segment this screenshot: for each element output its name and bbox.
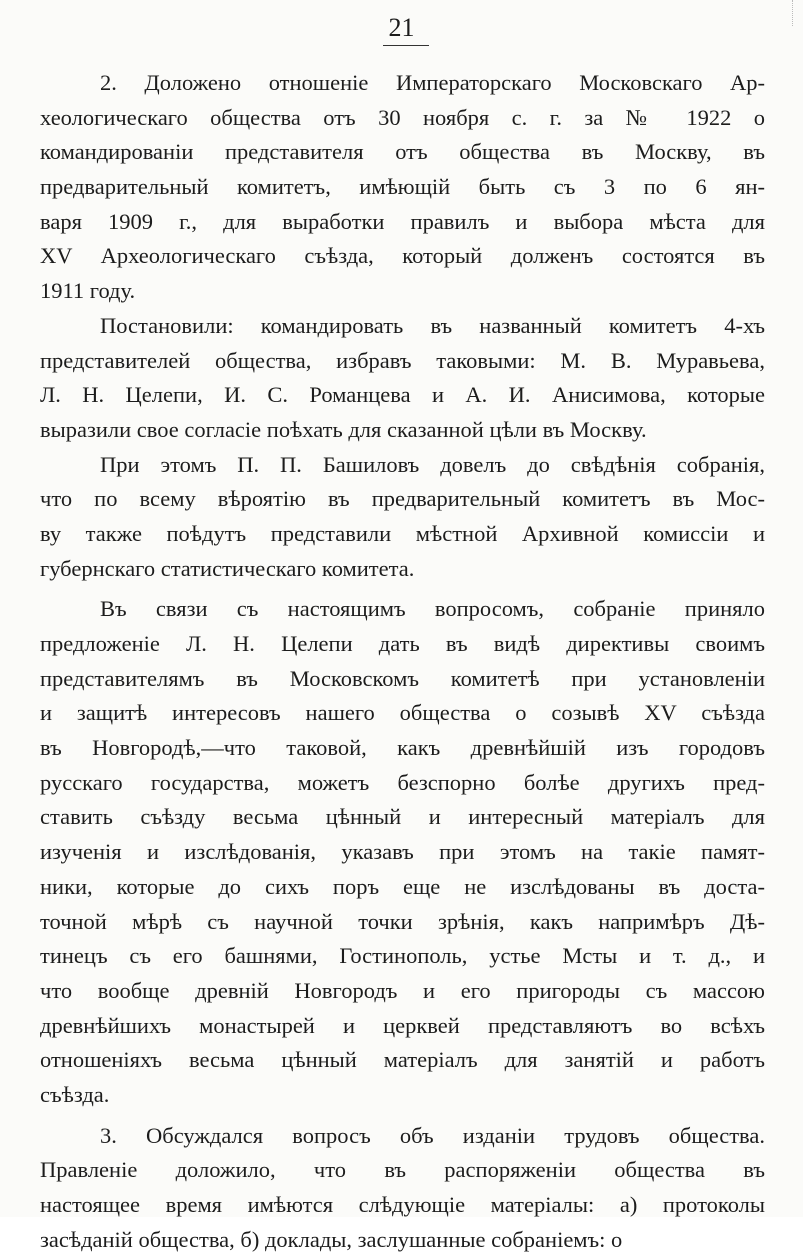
text-line: точной мѣрѣ съ научной точки зрѣнія, какъ напримѣръ Дѣ- — [40, 908, 765, 934]
text-line: 1911 году. — [40, 278, 136, 304]
text-line: ву также поѣдутъ представили мѣстной Архивной комиссіи и — [40, 520, 765, 546]
text-line: русскаго государства, можетъ безспорно болѣе другихъ пред- — [40, 769, 765, 795]
text-line: представителей общества, избравъ таковыми: М. В. Муравьева, — [40, 347, 765, 373]
text-line: 3. Обсуждался вопросъ объ изданіи трудовъ общества. — [100, 1122, 765, 1148]
paragraph — [40, 592, 765, 1112]
text-line: XV Археологическаго съѣзда, который долженъ состоятся въ — [40, 243, 765, 269]
text-line: и защитѣ интересовъ нашего общества о созывѣ XV съѣзда — [40, 700, 765, 726]
text-line: Л. Н. Целепи, И. С. Романцева и А. И. Анисимова, которые — [40, 382, 765, 408]
text-line: что вообще древній Новгородъ и его пригороды съ массою — [40, 977, 765, 1003]
text-line: отношеніяхъ весьма цѣнный матеріалъ для занятій и работъ — [40, 1047, 765, 1073]
text-line: ники, которые до сихъ поръ еще не изслѣдованы въ доста- — [40, 873, 765, 899]
text-line: предложеніе Л. Н. Целепи дать въ видѣ директивы своимъ — [40, 631, 765, 656]
text-line: командированіи представителя отъ общества въ Москву, въ — [40, 139, 765, 165]
text-line: хеологическаго общества отъ 30 ноября с. г. за № 1922 о — [40, 104, 765, 130]
text-line: Въ связи съ настоящимъ вопросомъ, собраніе приняло — [100, 596, 765, 622]
page-number: 21 — [388, 13, 415, 42]
text-line: 2. Доложено отношеніе Императорскаго Московскаго Ар- — [100, 70, 765, 95]
paragraph — [40, 1119, 765, 1257]
text-line: Правленіе доложило, что въ распоряженіи общества въ — [40, 1157, 765, 1183]
text-line: губернскаго статистическаго комитета. — [40, 555, 415, 581]
text-line: въ Новгородѣ,—что таковой, какъ древнѣйшій изъ городовъ — [40, 735, 765, 761]
paragraph — [40, 448, 765, 587]
text-line: что по всему вѣроятію въ предварительный комитетъ въ Мос- — [40, 486, 765, 512]
paragraph — [40, 66, 765, 309]
text-line: настоящее время имѣются слѣдующіе матеріалы: а) протоколы — [40, 1192, 765, 1217]
text-line: засѣданій общества, б) доклады, заслушанные собраніемъ: о — [40, 1226, 623, 1252]
text-line: изученія и изслѣдованія, указавъ при этомъ на такіе памят- — [40, 839, 765, 865]
text-line: выразили свое согласіе поѣхать для сказанной цѣли въ Москву. — [40, 416, 647, 442]
text-line: предварительный комитетъ, имѣющій быть съ 3 по 6 ян- — [40, 174, 765, 200]
page-number-rule — [383, 45, 429, 46]
text-line: Постановили: командировать въ названный комитетъ 4-хъ — [100, 312, 765, 338]
text-line: представителямъ въ Московскомъ комитетѣ при установленіи — [40, 665, 765, 691]
text-line: При этомъ П. П. Башиловъ довелъ до свѣдѣнія собранія, — [100, 451, 765, 477]
text-line: варя 1909 г., для выработки правилъ и выбора мѣста для — [40, 208, 765, 234]
text-line: древнѣйшихъ монастырей и церквей представляютъ во всѣхъ — [40, 1012, 765, 1038]
text-line: тинецъ съ его башнями, Гостинополь, устье Мсты и т. д., и — [40, 943, 765, 969]
body-text — [40, 66, 765, 1257]
paragraph — [40, 309, 765, 448]
text-line: ставить съѣзду весьма цѣнный и интересный матеріалъ для — [40, 804, 765, 830]
text-line: съѣзда. — [40, 1081, 110, 1107]
